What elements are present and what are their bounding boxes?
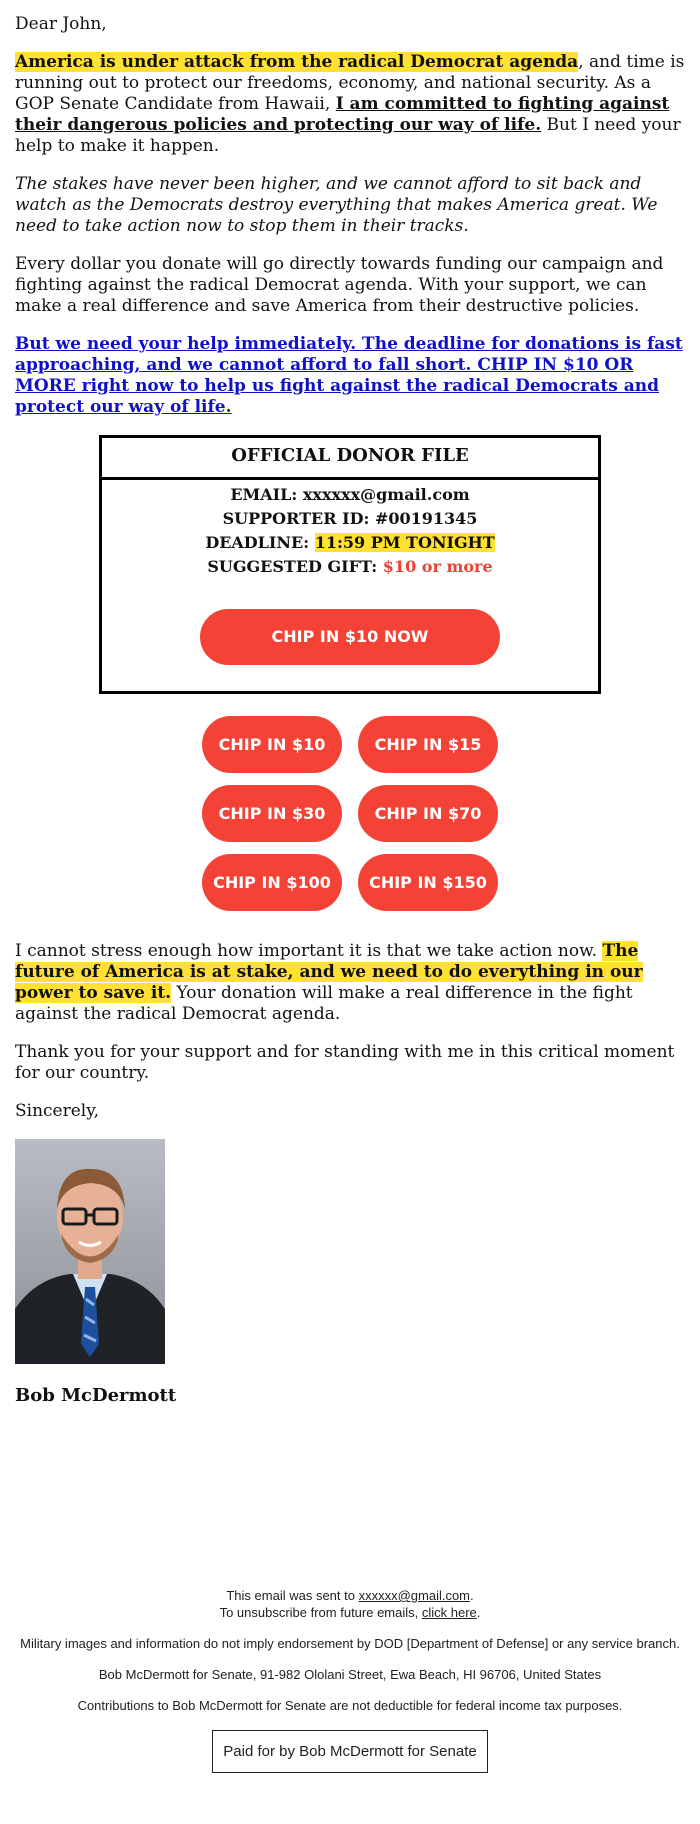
donation-paragraph: Every dollar you donate will go directly towards funding our campaign and fighting against the radical Democrat agenda. With your support, we can make a real difference and save America from their destructive policies. <box>15 254 664 316</box>
supporter-id-value: #00191345 <box>374 509 478 528</box>
chip-in-70-button[interactable]: CHIP IN $70 <box>358 785 498 842</box>
intro-commitment: I am committed to fighting against their dangerous policies and protecting our way of life. <box>15 94 670 135</box>
appeal-highlight: The future of America is at stake, and we need to do everything in our power to save it. <box>15 941 643 1003</box>
unsubscribe-link[interactable]: click here <box>421 1605 477 1620</box>
signature-name: Bob McDermott <box>15 1385 177 1406</box>
deadline-row <box>102 531 598 555</box>
supporter-id-label: SUPPORTER ID: <box>222 509 370 528</box>
paid-for-by-box: Paid for by Bob McDermott for Senate <box>212 1730 487 1773</box>
donor-email-row <box>102 483 598 507</box>
email-value: xxxxxx@gmail.com <box>302 485 470 504</box>
chip-button-grid <box>202 716 498 911</box>
unsubscribe-suffix: . <box>476 1605 481 1620</box>
closing-appeal-paragraph <box>15 941 685 1025</box>
candidate-photo <box>15 1139 165 1364</box>
donor-file-box <box>99 435 601 694</box>
stakes-paragraph: The stakes have never been higher, and we cannot afford to sit back and watch as the Democrats destroy everything that makes America great. We need to take action now to stop them in their tracks. <box>15 174 658 236</box>
recipient-email-link[interactable]: xxxxxx@gmail.com <box>358 1588 471 1603</box>
intro-highlight: America is under attack from the radical Democrat agenda <box>15 52 579 72</box>
appeal-text-2: Your donation will make a real difference in the fight against the radical Democrat agenda. <box>15 983 633 1024</box>
unsubscribe-prefix: To unsubscribe from future emails, <box>219 1605 422 1620</box>
tax-disclaimer: Contributions to Bob McDermott for Senate are not deductible for federal income tax purposes. <box>77 1698 623 1713</box>
chip-in-10-button[interactable]: CHIP IN $10 <box>202 716 342 773</box>
appeal-text-1: I cannot stress enough how important it is that we take action now. <box>15 941 603 961</box>
greeting: Dear John, <box>15 14 107 34</box>
suggested-gift-label: SUGGESTED GIFT: <box>207 557 378 576</box>
intro-paragraph <box>15 52 685 157</box>
footer <box>0 1587 700 1773</box>
sent-suffix: . <box>470 1588 474 1603</box>
email-body <box>15 14 685 1406</box>
donor-file-details <box>102 480 598 691</box>
intro-text-1: , and time is running out to protect our freedoms, economy, and national security. As a GOP Senate Candidate from Hawaii, <box>15 52 685 114</box>
suggested-gift-row <box>102 555 598 579</box>
email-label: EMAIL: <box>230 485 298 504</box>
chip-in-15-button[interactable]: CHIP IN $15 <box>358 716 498 773</box>
closing: Sincerely, <box>15 1101 99 1121</box>
supporter-id-row <box>102 507 598 531</box>
thank-you-paragraph: Thank you for your support and for standing with me in this critical moment for our country. <box>15 1042 675 1083</box>
campaign-address: Bob McDermott for Senate, 91-982 Ololani Street, Ewa Beach, HI 96706, United States <box>98 1667 602 1682</box>
donor-file-title: OFFICIAL DONOR FILE <box>102 438 598 480</box>
intro-text-2: But I need your help to make it happen. <box>15 115 681 156</box>
chip-in-100-button[interactable]: CHIP IN $100 <box>202 854 342 911</box>
chip-in-10-now-button[interactable]: CHIP IN $10 NOW <box>200 609 500 665</box>
chip-in-150-button[interactable]: CHIP IN $150 <box>358 854 498 911</box>
deadline-value: 11:59 PM TONIGHT <box>314 533 495 552</box>
chip-in-30-button[interactable]: CHIP IN $30 <box>202 785 342 842</box>
sent-prefix: This email was sent to <box>226 1588 359 1603</box>
sent-to-line <box>0 1587 700 1621</box>
suggested-gift-value: $10 or more <box>382 557 493 576</box>
military-disclaimer: Military images and information do not imply endorsement by DOD [Department of Defense] or any service branch. <box>20 1636 680 1651</box>
urgent-donate-link[interactable]: But we need your help immediately. The deadline for donations is fast approaching, and we cannot afford to fall short. CHIP IN $10 OR MORE right now to help us fight against the radical Democrats and protect our way of life. <box>15 334 683 417</box>
deadline-label: DEADLINE: <box>205 533 310 552</box>
